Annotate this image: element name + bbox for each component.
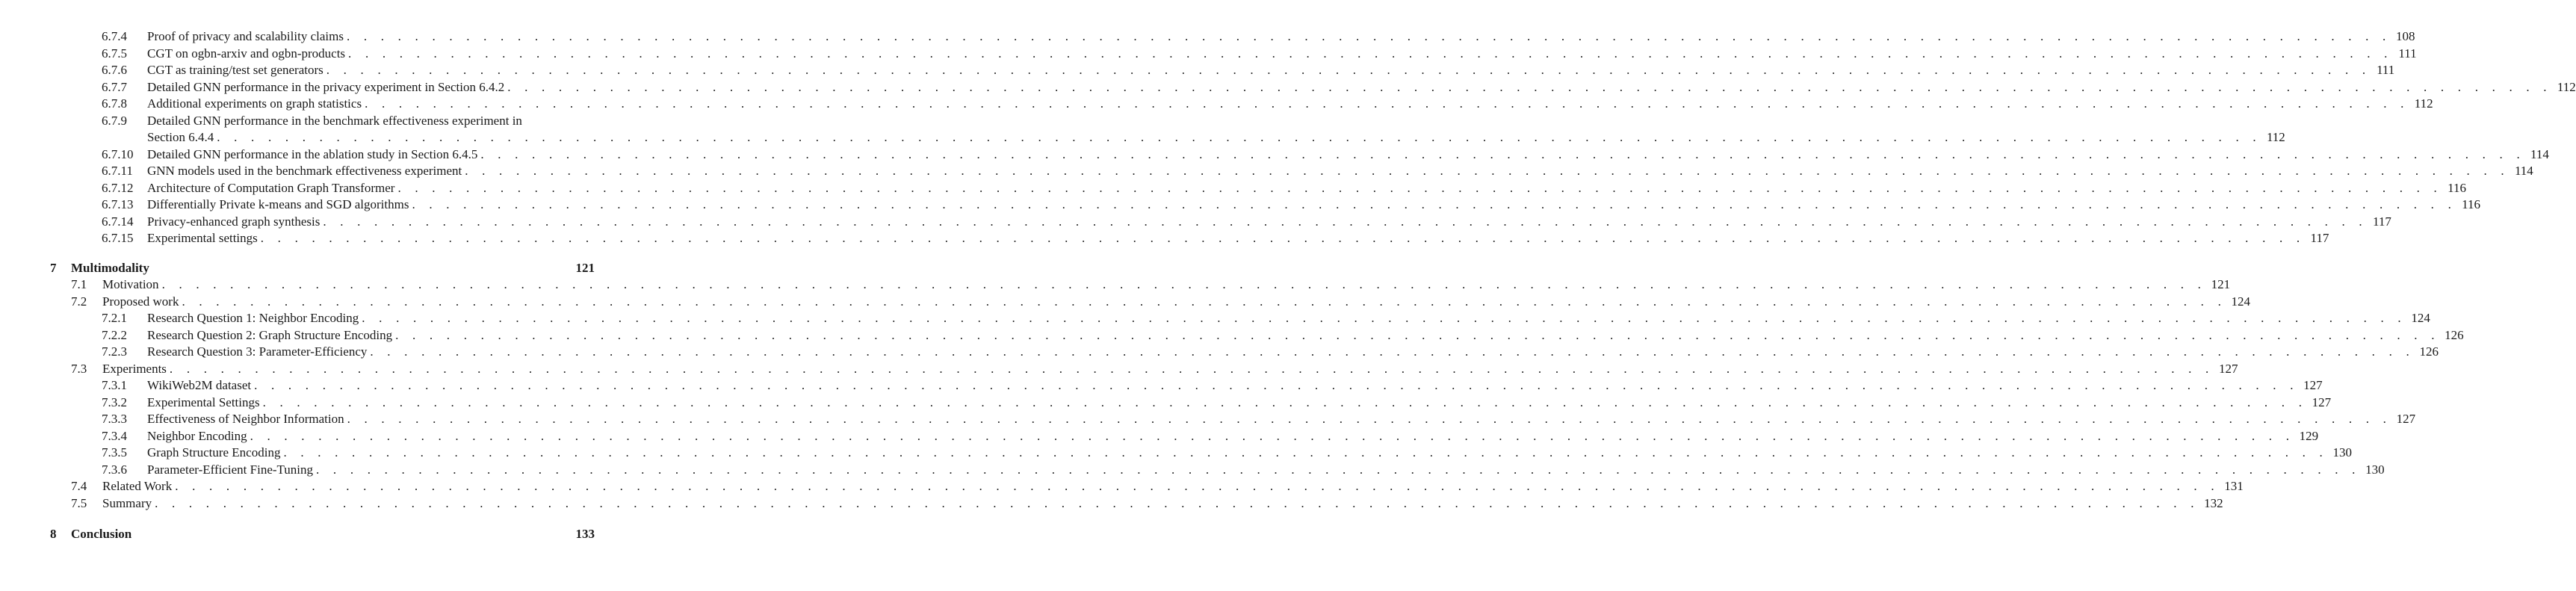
dot-leader: . . . . . . . . . . . . . . . . . . . . . . . . . . . . . . . . . . . . . . . . . . . . . . . . . . . . . . . . . . . . . . . . . . . . . . . . . . . . . . . . . . . . . . . . . . . . . . . . . . . . . . . . . . . . . . . . . . . . . . . . [262, 394, 2308, 409]
toc-entry-7-3[interactable] [0, 361, 2238, 377]
toc-entry-7-3-3[interactable] [0, 411, 2416, 427]
dot-leader: . . . . . . . . . . . . . . . . . . . . . . . . . . . . . . . . . . . . . . . . . . . . . . . . . . . . . . . . . . . . . . . . . . . . . . . . . . . . . . . . . . . . . . . . . . . . . . . . . . . . . . . . . . . . . . . . . . . . . . . . [362, 311, 2406, 325]
entry-number: 7.2.2 [102, 327, 127, 342]
entry-title: Graph Structure Encoding [147, 445, 283, 461]
page-number: 131 [2224, 479, 2244, 493]
dot-leader: . . . . . . . . . . . . . . . . . . . . . . . . . . . . . . . . . . . . . . . . . . . . . . . . . . . . . . . . . . . . . . . . . . . . . . . . . . . . . . . . . . . . . . . . . . . . . . . . . . . . . . . . . . . . . . . . . . . . . . . . [250, 428, 2295, 443]
entry-number: 6.7.9 [102, 113, 127, 128]
entry-title: CGT on ogbn-arxiv and ogbn-products [147, 46, 348, 62]
entry-title: Summary [102, 495, 155, 512]
page-number: 116 [2462, 197, 2481, 211]
entry-title: Parameter-Efficient Fine-Tuning [147, 462, 316, 478]
dot-leader: . . . . . . . . . . . . . . . . . . . . . . . . . . . . . . . . . . . . . . . . . . . . . . . . . . . . . . . . . . . . . . . . . . . . . . . . . . . . . . . . . . . . . . . . . . . . . . . . . . . . . . . . . . . . . . . . . . . . . . . . [316, 462, 2361, 477]
entry-title: Architecture of Computation Graph Transformer [147, 180, 397, 197]
dot-leader: . . . . . . . . . . . . . . . . . . . . . . . . . . . . . . . . . . . . . . . . . . . . . . . . . . . . . . . . . . . . . . . . . . . . . . . . . . . . . . . . . . . . . . . . . . . . . . . . . . . . . . . . . . . . . . . . . . . . . . . . [347, 412, 2392, 426]
toc-chapter-7[interactable] [0, 260, 595, 276]
dot-leader: . . . . . . . . . . . . . . . . . . . . . . . . . . . . . . . . . . . . . . . . . . . . . . . . . . . . . . . . . . . . . . . . . . . . . . . . . . . . . . . . . . . . . . . . . . . . . . . . . . . . . . . . . . . . . . . . . . . . . . . . [217, 130, 2261, 144]
toc-entry-6-7-15[interactable] [0, 230, 2329, 247]
toc-entry-7-1[interactable] [0, 276, 2231, 293]
entry-title: Differentially Private k-means and SGD algorithms [147, 197, 412, 213]
page-number: 108 [2396, 29, 2415, 43]
page-number: 127 [2218, 361, 2238, 376]
dot-leader: . . . . . . . . . . . . . . . . . . . . . . . . . . . . . . . . . . . . . . . . . . . . . . . . . . . . . . . . . . . . . . . . . . . . . . . . . . . . . . . . . . . . . . . . . . . . . . . . . . . . . . . . . . . . . . . . . . . . . . . . [161, 277, 2207, 291]
entry-number: 7.3.6 [102, 462, 127, 477]
dot-leader: . . . . . . . . . . . . . . . . . . . . . . . . . . . . . . . . . . . . . . . . . . . . . . . . . . . . . . . . . . . . . . . . . . . . . . . . . . . . . . . . . . . . . . . . . . . . . . . . . . . . . . . . . . . . . . . . . . . . . . . . [346, 29, 2391, 43]
entry-number: 8 [50, 527, 57, 541]
entry-title: Experimental settings [147, 230, 261, 247]
page-number: 124 [2231, 294, 2251, 309]
entry-number: 6.7.14 [102, 214, 134, 229]
dot-leader: . . . . . . . . . . . . . . . . . . . . . . . . . . . . . . . . . . . . . . . . . . . . . . . . . . . . . . . . . . . . . . . . . . . . . . . . . . . . . . . . . . . . . . . . . . . . . . . . . . . . . . . . . . . . . . . . . . . . . . . . [323, 214, 2368, 229]
entry-number: 6.7.4 [102, 29, 127, 43]
page-number: 130 [2365, 462, 2385, 477]
entry-number: 7.3.4 [102, 428, 127, 443]
entry-number: 6.7.13 [102, 197, 134, 211]
entry-title: Research Question 2: Graph Structure Encoding [147, 327, 395, 344]
entry-number: 7.3.5 [102, 445, 127, 460]
entry-title: GNN models used in the benchmark effectiveness experiment [147, 163, 465, 179]
toc-entry-7-3-6[interactable] [0, 462, 2385, 478]
toc-entry-6-7-6[interactable] [0, 62, 2395, 78]
entry-number: 7.1 [71, 277, 87, 291]
entry-title: WikiWeb2M dataset [147, 377, 254, 394]
entry-number: 6.7.7 [102, 79, 127, 94]
page-number: 132 [2204, 495, 2223, 510]
page-number: 111 [2377, 63, 2395, 77]
toc-entry-6-7-8[interactable] [0, 96, 2433, 112]
entry-number: 7.4 [71, 479, 87, 493]
entry-title: Additional experiments on graph statistics [147, 96, 365, 112]
toc-entry-6-7-7[interactable] [0, 79, 2576, 96]
page-number: 133 [575, 527, 595, 541]
dot-leader: . . . . . . . . . . . . . . . . . . . . . . . . . . . . . . . . . . . . . . . . . . . . . . . . . . . . . . . . . . . . . . . . . . . . . . . . . . . . . . . . . . . . . . . . . . . . . . . . . . . . . . . . . . . . . . . . . . . . . . . . [365, 96, 2409, 111]
entry-title: Proof of privacy and scalability claims [147, 28, 347, 45]
dot-leader: . . . . . . . . . . . . . . . . . . . . . . . . . . . . . . . . . . . . . . . . . . . . . . . . . . . . . . . . . . . . . . . . . . . . . . . . . . . . . . . . . . . . . . . . . . . . . . . . . . . . . . . . . . . . . . . . . . . . . . . . [155, 495, 2199, 510]
entry-title: CGT as training/test set generators [147, 62, 326, 78]
entry-title: Motivation [102, 276, 162, 293]
page-number: 112 [2266, 130, 2285, 144]
toc-entry-7-2-3[interactable] [0, 344, 2439, 360]
toc-entry-6-7-5[interactable] [0, 46, 2417, 62]
page-number: 117 [2310, 231, 2329, 245]
dot-leader: . . . . . . . . . . . . . . . . . . . . . . . . . . . . . . . . . . . . . . . . . . . . . . . . . . . . . . . . . . . . . . . . . . . . . . . . . . . . . . . . . . . . . . . . . . . . . . . . . . . . . . . . . . . . . . . . . . . . . . . . [395, 327, 2440, 342]
entry-number: 7.2.1 [102, 311, 127, 325]
page-number: 130 [2332, 445, 2353, 460]
page-number: 124 [2411, 311, 2430, 325]
page-number: 127 [2303, 378, 2323, 392]
page-number: 111 [2398, 46, 2417, 61]
dot-leader: . . . . . . . . . . . . . . . . . . . . . . . . . . . . . . . . . . . . . . . . . . . . . . . . . . . . . . . . . . . . . . . . . . . . . . . . . . . . . . . . . . . . . . . . . . . . . . . . . . . . . . . . . . . . . . . . . . . . . . . . [412, 197, 2457, 211]
entry-title: Section 6.4.4 [147, 129, 217, 146]
page-number: 112 [2414, 96, 2433, 111]
entry-number: 7.3 [71, 361, 87, 376]
toc-entry-6-7-4[interactable] [0, 28, 2415, 45]
toc-entry-6-7-10[interactable] [0, 146, 2549, 163]
dot-leader: . . . . . . . . . . . . . . . . . . . . . . . . . . . . . . . . . . . . . . . . . . . . . . . . . . . . . . . . . . . . . . . . . . . . . . . . . . . . . . . . . . . . . . . . . . . . . . . . . . . . . . . . . . . . . . . . . . . . . . . . [348, 46, 2393, 61]
toc-entry-6-7-13[interactable] [0, 197, 2481, 213]
entry-title: Proposed work [102, 294, 182, 310]
entry-title: Conclusion [71, 526, 134, 542]
page-number: 114 [2514, 164, 2533, 178]
dot-leader: . . . . . . . . . . . . . . . . . . . . . . . . . . . . . . . . . . . . . . . . . . . . . . . . . . . . . . . . . . . . . . . . . . . . . . . . . . . . . . . . . . . . . . . . . . . . . . . . . . . . . . . . . . . . . . . . . . . . . . . . [480, 146, 2525, 161]
dot-leader: . . . . . . . . . . . . . . . . . . . . . . . . . . . . . . . . . . . . . . . . . . . . . . . . . . . . . . . . . . . . . . . . . . . . . . . . . . . . . . . . . . . . . . . . . . . . . . . . . . . . . . . . . . . . . . . . . . . . . . . . [175, 479, 2220, 493]
dot-leader: . . . . . . . . . . . . . . . . . . . . . . . . . . . . . . . . . . . . . . . . . . . . . . . . . . . . . . . . . . . . . . . . . . . . . . . . . . . . . . . . . . . . . . . . . . . . . . . . . . . . . . . . . . . . . . . . . . . . . . . . [507, 79, 2552, 94]
toc-entry-7-2[interactable] [0, 294, 2251, 310]
entry-number: 7.2 [71, 294, 87, 309]
entry-number: 6.7.12 [102, 180, 134, 195]
dot-leader: . . . . . . . . . . . . . . . . . . . . . . . . . . . . . . . . . . . . . . . . . . . . . . . . . . . . . . . . . . . . . . . . . . . . . . . . . . . . . . . . . . . . . . . . . . . . . . . . . . . . . . . . . . . . . . . . . . . . . . . . [254, 378, 2299, 392]
toc-entry-7-4[interactable] [0, 478, 2244, 495]
entry-number: 6.7.8 [102, 96, 127, 111]
dot-leader: . . . . . . . . . . . . . . . . . . . . . . . . . . . . . . . . . . . . . . . . . . . . . . . . . . . . . . . . . . . . . . . . . . . . . . . . . . . . . . . . . . . . . . . . . . . . . . . . . . . . . . . . . . . . . . . . . . . . . . . . [169, 361, 2214, 376]
page-number: 117 [2373, 214, 2391, 229]
entry-title: Neighbor Encoding [147, 428, 250, 445]
entry-title: Experimental Settings [147, 394, 263, 411]
toc-entry-7-3-2[interactable] [0, 394, 2332, 411]
toc-entry-7-2-2[interactable] [0, 327, 2464, 344]
page-number: 114 [2530, 146, 2549, 161]
entry-title: Privacy-enhanced graph synthesis [147, 214, 323, 230]
dot-leader: . . . . . . . . . . . . . . . . . . . . . . . . . . . . . . . . . . . . . . . . . . . . . . . . . . . . . . . . . . . . . . . . . . . . . . . . . . . . . . . . . . . . . . . . . . . . . . . . . . . . . . . . . . . . . . . . . . . . . . . . [370, 344, 2415, 359]
toc-entry-6-7-14[interactable] [0, 214, 2391, 230]
page-number: 126 [2419, 344, 2439, 359]
entry-title: Effectiveness of Neighbor Information [147, 411, 347, 427]
toc-entry-6-7-12[interactable] [0, 180, 2466, 197]
dot-leader: . . . . . . . . . . . . . . . . . . . . . . . . . . . . . . . . . . . . . . . . . . . . . . . . . . . . . . . . . . . . . . . . . . . . . . . . . . . . . . . . . . . . . . . . . . . . . . . . . . . . . . . . . . . . . . . . . . . . . . . . [397, 180, 2442, 195]
entry-title: Detailed GNN performance in the privacy experiment in Section 6.4.2 [147, 79, 507, 96]
page-number: 121 [575, 261, 595, 275]
dot-leader: . . . . . . . . . . . . . . . . . . . . . . . . . . . . . . . . . . . . . . . . . . . . . . . . . . . . . . . . . . . . . . . . . . . . . . . . . . . . . . . . . . . . . . . . . . . . . . . . . . . . . . . . . . . . . . . . . . . . . . . . [326, 63, 2371, 77]
entry-title: Experiments [102, 361, 170, 377]
entry-number: 6.7.15 [102, 231, 134, 245]
entry-title: Research Question 3: Parameter-Efficiency [147, 344, 370, 360]
dot-leader: . . . . . . . . . . . . . . . . . . . . . . . . . . . . . . . . . . . . . . . . . . . . . . . . . . . . . . . . . . . . . . . . . . . . . . . . . . . . . . . . . . . . . . . . . . . . . . . . . . . . . . . . . . . . . . . . . . . . . . . . [260, 231, 2306, 245]
entry-number: 7.2.3 [102, 344, 127, 359]
entry-title: Detailed GNN performance in the ablation study in Section 6.4.5 [147, 146, 480, 163]
entry-number: 6.7.11 [102, 164, 133, 178]
dot-leader: . . . . . . . . . . . . . . . . . . . . . . . . . . . . . . . . . . . . . . . . . . . . . . . . . . . . . . . . . . . . . . . . . . . . . . . . . . . . . . . . . . . . . . . . . . . . . . . . . . . . . . . . . . . . . . . . . . . . . . . . [182, 294, 2227, 309]
entry-number: 6.7.6 [102, 63, 127, 77]
toc-entry-7-5[interactable] [0, 495, 2223, 512]
toc-entry-6-7-9-cont[interactable] [0, 129, 2285, 146]
entry-number: 7.3.1 [102, 378, 127, 392]
page-number: 127 [2312, 394, 2332, 409]
entry-number: 7 [50, 261, 57, 275]
toc-entry-7-3-4[interactable] [0, 428, 2319, 445]
page-number: 116 [2447, 180, 2466, 195]
dot-leader: . . . . . . . . . . . . . . . . . . . . . . . . . . . . . . . . . . . . . . . . . . . . . . . . . . . . . . . . . . . . . . . . . . . . . . . . . . . . . . . . . . . . . . . . . . . . . . . . . . . . . . . . . . . . . . . . . . . . . . . . [283, 445, 2329, 460]
page-number: 121 [2211, 277, 2231, 291]
dot-leader: . . . . . . . . . . . . . . . . . . . . . . . . . . . . . . . . . . . . . . . . . . . . . . . . . . . . . . . . . . . . . . . . . . . . . . . . . . . . . . . . . . . . . . . . . . . . . . . . . . . . . . . . . . . . . . . . . . . . . . . . [465, 164, 2510, 178]
entry-number: 7.3.2 [102, 394, 127, 409]
toc-entry-7-3-5[interactable] [0, 445, 2353, 461]
entry-number: 7.3.3 [102, 412, 127, 426]
entry-title: Research Question 1: Neighbor Encoding [147, 310, 362, 327]
toc-entry-6-7-11[interactable] [0, 163, 2533, 179]
toc-entry-6-7-9[interactable] [0, 113, 595, 129]
page-number: 112 [2557, 79, 2576, 94]
entry-number: 6.7.5 [102, 46, 127, 61]
entry-number: 6.7.10 [102, 146, 134, 161]
entry-number: 7.5 [71, 495, 87, 510]
page-number: 129 [2299, 428, 2319, 443]
toc-chapter-8[interactable] [0, 526, 595, 542]
toc-entry-7-3-1[interactable] [0, 377, 2323, 394]
entry-title: Multimodality [71, 260, 152, 276]
page-number: 126 [2445, 327, 2464, 342]
entry-title: Detailed GNN performance in the benchmark effectiveness experiment in [147, 113, 525, 129]
entry-title: Related Work [102, 478, 175, 495]
page-number: 127 [2396, 412, 2416, 426]
toc-entry-7-2-1[interactable] [0, 310, 2430, 327]
